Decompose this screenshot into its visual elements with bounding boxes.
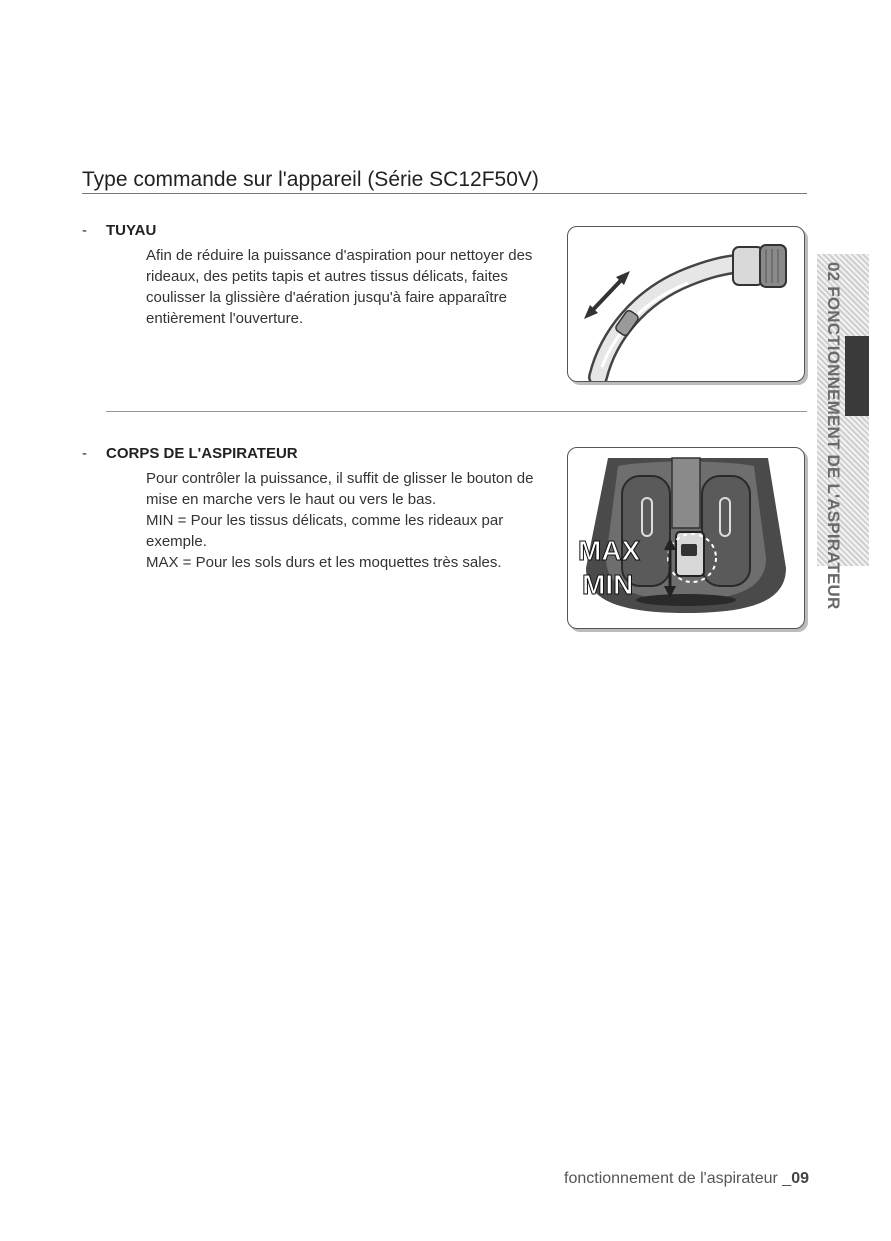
section-tuyau <box>82 222 562 329</box>
paragraph: Pour contrôler la puissance, il suffit de glisser le bouton de mise en marche vers le haut ou vers le bas. <box>146 470 534 508</box>
side-tab-label: 02 FONCTIONNEMENT DE L'ASPIRATEUR <box>824 262 843 610</box>
body-figure <box>567 447 805 629</box>
chapter-side-tab <box>817 254 869 610</box>
title-divider <box>82 193 807 194</box>
side-tab-marker <box>845 336 869 416</box>
paragraph: Afin de réduire la puissance d'aspiration pour nettoyer des rideaux, des petits tapis et autres tissus délicats, faites coulisser la glissière d'aération jusqu'à faire apparaître entièrement l'ouverture. <box>146 247 533 327</box>
footer-text: fonctionnement de l'aspirateur _ <box>564 1170 792 1187</box>
hose-figure <box>567 226 805 382</box>
hose-handle <box>598 245 786 377</box>
min-label: MIN <box>582 569 634 600</box>
hose-illustration <box>568 227 804 381</box>
page-title: Type commande sur l'appareil (Série SC12F50V) <box>82 168 539 191</box>
section-corps <box>82 445 562 573</box>
section-heading <box>82 222 562 239</box>
page-number: 09 <box>791 1170 809 1187</box>
page-footer <box>564 1170 809 1188</box>
heading-text: CORPS DE L'ASPIRATEUR <box>106 445 298 462</box>
section-heading <box>82 445 562 462</box>
section-divider <box>106 411 807 412</box>
body-illustration <box>568 448 804 628</box>
max-label: MAX <box>578 535 641 566</box>
bullet-dash: - <box>82 222 87 239</box>
heading-text: TUYAU <box>106 222 157 239</box>
paragraph: MAX = Pour les sols durs et les moquettes très sales. <box>146 554 502 571</box>
bullet-dash: - <box>82 445 87 462</box>
paragraph: MIN = Pour les tissus délicats, comme les rideaux par exemple. <box>146 512 504 550</box>
